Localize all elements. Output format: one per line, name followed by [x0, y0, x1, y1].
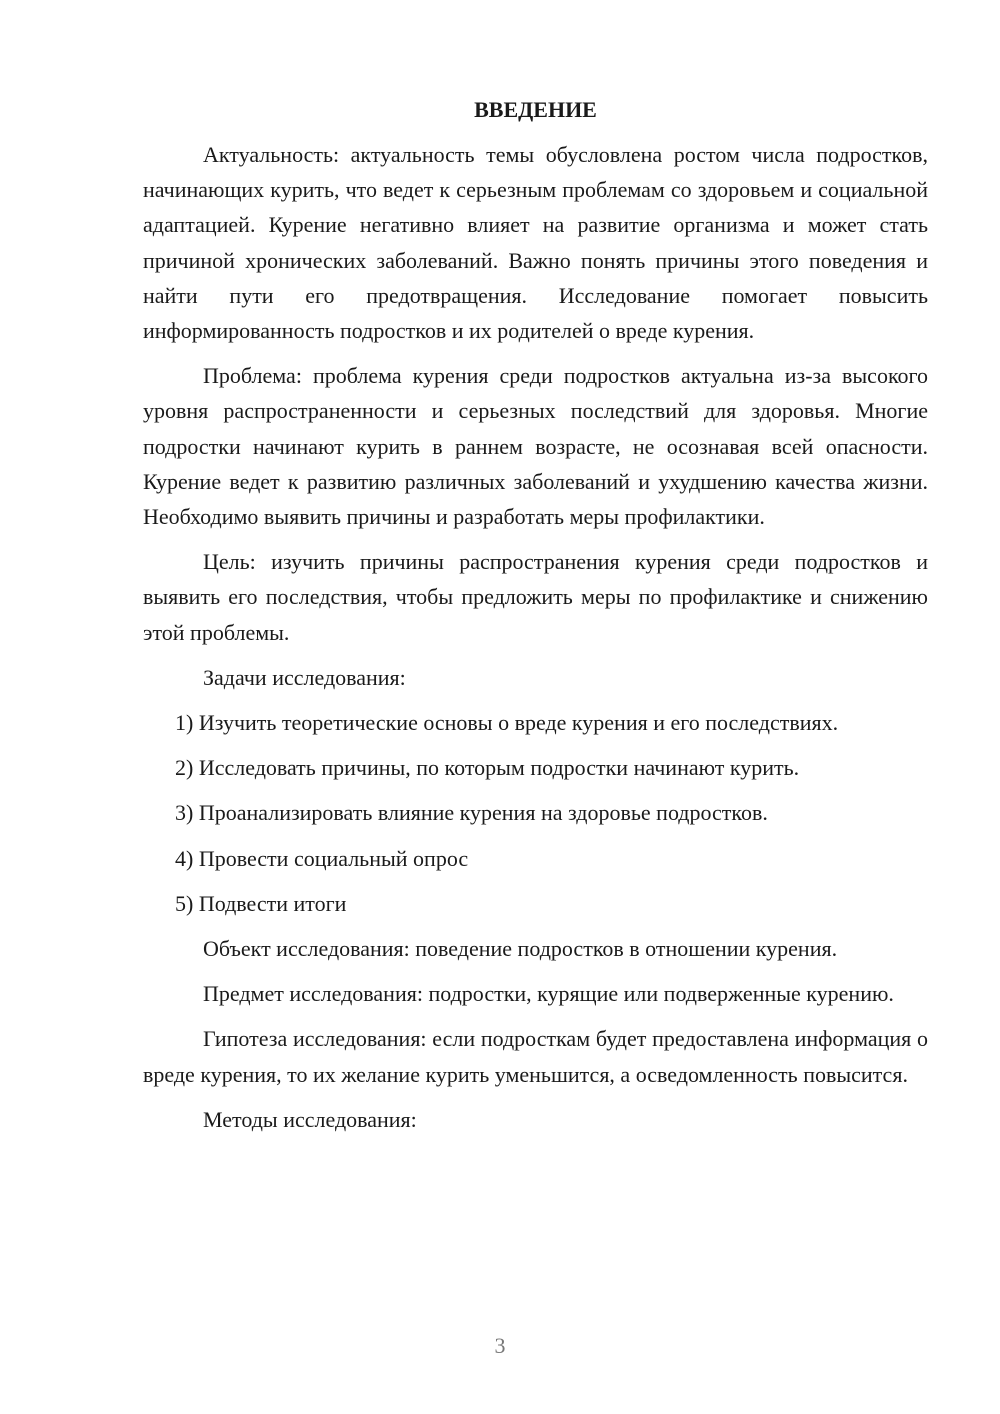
hypothesis-paragraph: Гипотеза исследования: если подросткам будет предоставлена информация о вреде курения, то их желание курить уменьшится, а осведомленность повысится.	[143, 1026, 928, 1087]
list-item: 1) Изучить теоретические основы о вреде курения и его последствиях.	[175, 710, 839, 736]
list-item: 3) Проанализировать влияние курения на здоровье подростков.	[175, 800, 768, 826]
subject-paragraph: Предмет исследования: подростки, курящие или подверженные курению.	[203, 981, 894, 1007]
page-title: ВВЕДЕНИЕ	[474, 97, 597, 122]
goal-paragraph: Цель: изучить причины распространения курения среди подростков и выявить его последствия, чтобы предложить меры по профилактике и снижению этой проблемы.	[143, 549, 928, 645]
relevance-paragraph: Актуальность: актуальность темы обусловлена ростом числа подростков, начинающих курить, что ведет к серьезным проблемам со здоровьем и социальной адаптацией. Курение негативно влияет на развитие организма и может стать причиной хронических заболеваний. Важно понять причины этого поведения и найти пути его предотвращения. Исследование помогает повысить информированность подростков и их родителей о вреде курения.	[143, 142, 928, 344]
list-item: 4) Провести социальный опрос	[175, 845, 469, 871]
tasks-heading: Задачи исследования:	[203, 664, 406, 690]
list-item: 5) Подвести итоги	[175, 890, 347, 916]
methods-heading: Методы исследования:	[203, 1106, 417, 1132]
problem-paragraph: Проблема: проблема курения среди подростков актуальна из-за высокого уровня распространенности и серьезных последствий для здоровья. Многие подростки начинают курить в раннем возрасте, не осознавая всей опасности. Курение ведет к развитию различных заболеваний и ухудшению качества жизни. Необходимо выявить причины и разработать меры профилактики.	[143, 363, 928, 530]
object-paragraph: Объект исследования: поведение подростков в отношении курения.	[203, 936, 838, 962]
document-page	[143, 92, 928, 1147]
tasks-list	[143, 705, 928, 921]
list-item: 2) Исследовать причины, по которым подростки начинают курить.	[175, 755, 800, 781]
page-number: 3	[494, 1333, 506, 1358]
